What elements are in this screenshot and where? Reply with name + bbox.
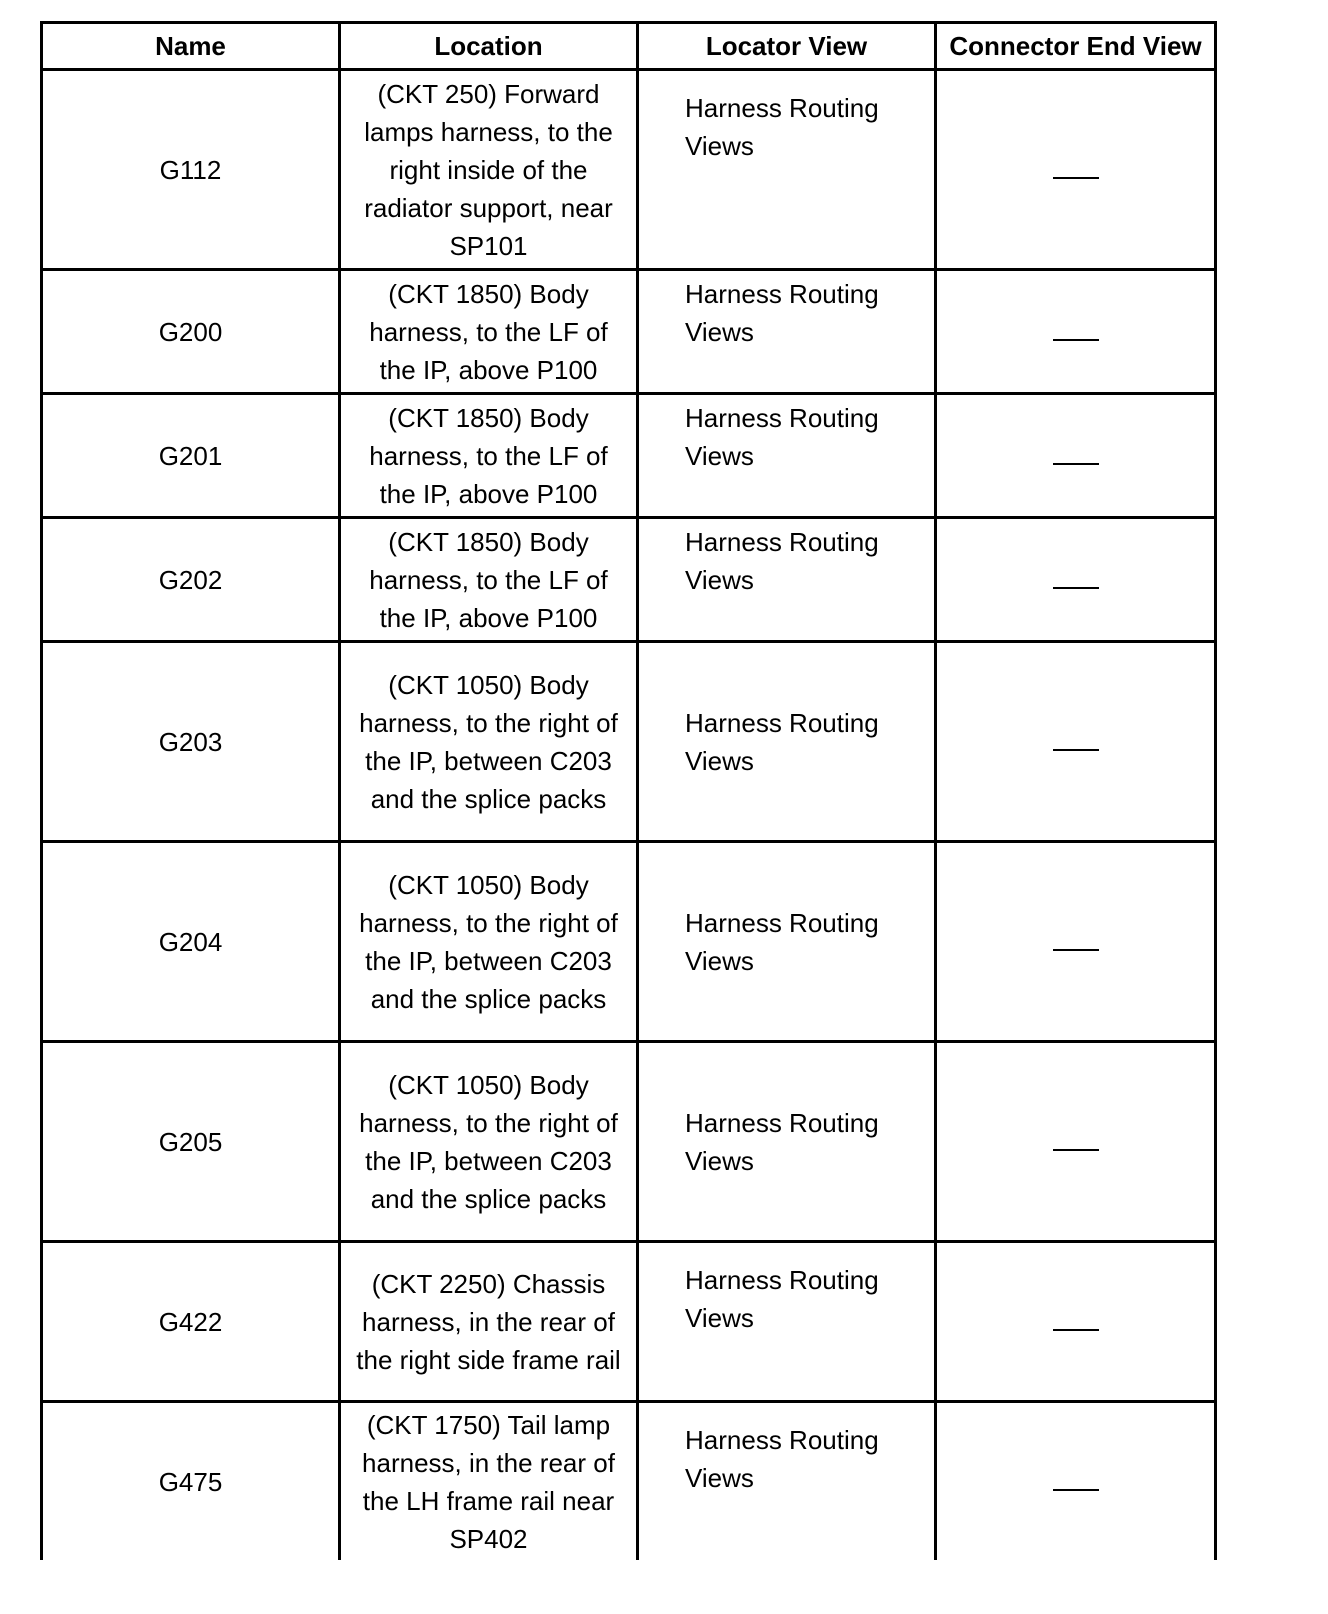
header-connector-end-view: Connector End View [936,23,1216,70]
no-view-dash [1053,1329,1099,1331]
locator-view-link[interactable]: Harness Routing Views [685,527,879,595]
ground-name: G422 [42,1242,340,1402]
table-row [42,270,1216,394]
connector-end-view-cell [936,270,1216,394]
table-row [42,1242,1216,1402]
no-view-dash [1053,339,1099,341]
ground-location: (CKT 1850) Body harness, to the LF of the IP, above P100 [340,270,638,394]
header-row [42,23,1216,70]
locator-view-link[interactable]: Harness Routing Views [685,1265,879,1333]
ground-location: (CKT 2250) Chassis harness, in the rear of the right side frame rail [340,1242,638,1402]
connector-end-view-cell [936,642,1216,842]
table-row [42,70,1216,270]
locator-view-cell [638,394,936,518]
ground-name: G201 [42,394,340,518]
no-view-dash [1053,949,1099,951]
no-view-dash [1053,749,1099,751]
ground-location: (CKT 1850) Body harness, to the LF of the IP, above P100 [340,518,638,642]
ground-location: (CKT 1750) Tail lamp harness, in the rear of the LH frame rail near SP402 [340,1402,638,1561]
no-view-dash [1053,587,1099,589]
ground-location: (CKT 1050) Body harness, to the right of the IP, between C203 and the splice packs [340,1042,638,1242]
locator-view-link[interactable]: Harness Routing Views [685,93,879,161]
ground-name: G112 [42,70,340,270]
locator-view-cell [638,518,936,642]
connector-end-view-cell [936,394,1216,518]
locator-view-cell [638,1242,936,1402]
locator-view-cell [638,270,936,394]
table-row [42,1042,1216,1242]
connector-end-view-cell [936,518,1216,642]
header-location: Location [340,23,638,70]
header-locator-view: Locator View [638,23,936,70]
no-view-dash [1053,1489,1099,1491]
locator-view-link[interactable]: Harness Routing Views [685,907,879,976]
ground-locations-table [40,21,1217,1560]
table-row [42,642,1216,842]
locator-view-link[interactable]: Harness Routing Views [685,1425,879,1493]
connector-end-view-cell [936,1042,1216,1242]
locator-view-cell [638,642,936,842]
locator-view-cell [638,1042,936,1242]
locator-view-link[interactable]: Harness Routing Views [685,1107,879,1176]
ground-name: G204 [42,842,340,1042]
ground-name: G200 [42,270,340,394]
connector-end-view-cell [936,1242,1216,1402]
ground-location: (CKT 1850) Body harness, to the LF of the IP, above P100 [340,394,638,518]
connector-end-view-cell [936,842,1216,1042]
connector-end-view-cell [936,1402,1216,1561]
no-view-dash [1053,177,1099,179]
ground-location: (CKT 1050) Body harness, to the right of the IP, between C203 and the splice packs [340,642,638,842]
ground-name: G475 [42,1402,340,1561]
locator-view-cell [638,1402,936,1561]
locator-view-link[interactable]: Harness Routing Views [685,707,879,776]
locator-view-cell [638,842,936,1042]
table-row [42,394,1216,518]
locator-view-cell [638,70,936,270]
locator-view-link[interactable]: Harness Routing Views [685,403,879,471]
ground-location: (CKT 1050) Body harness, to the right of the IP, between C203 and the splice packs [340,842,638,1042]
header-name: Name [42,23,340,70]
ground-name: G205 [42,1042,340,1242]
no-view-dash [1053,463,1099,465]
table-row [42,518,1216,642]
ground-name: G203 [42,642,340,842]
ground-location: (CKT 250) Forward lamps harness, to the right inside of the radiator support, near SP101 [340,70,638,270]
connector-end-view-cell [936,70,1216,270]
table-row [42,842,1216,1042]
locator-view-link[interactable]: Harness Routing Views [685,279,879,347]
no-view-dash [1053,1149,1099,1151]
table-row [42,1402,1216,1561]
ground-name: G202 [42,518,340,642]
